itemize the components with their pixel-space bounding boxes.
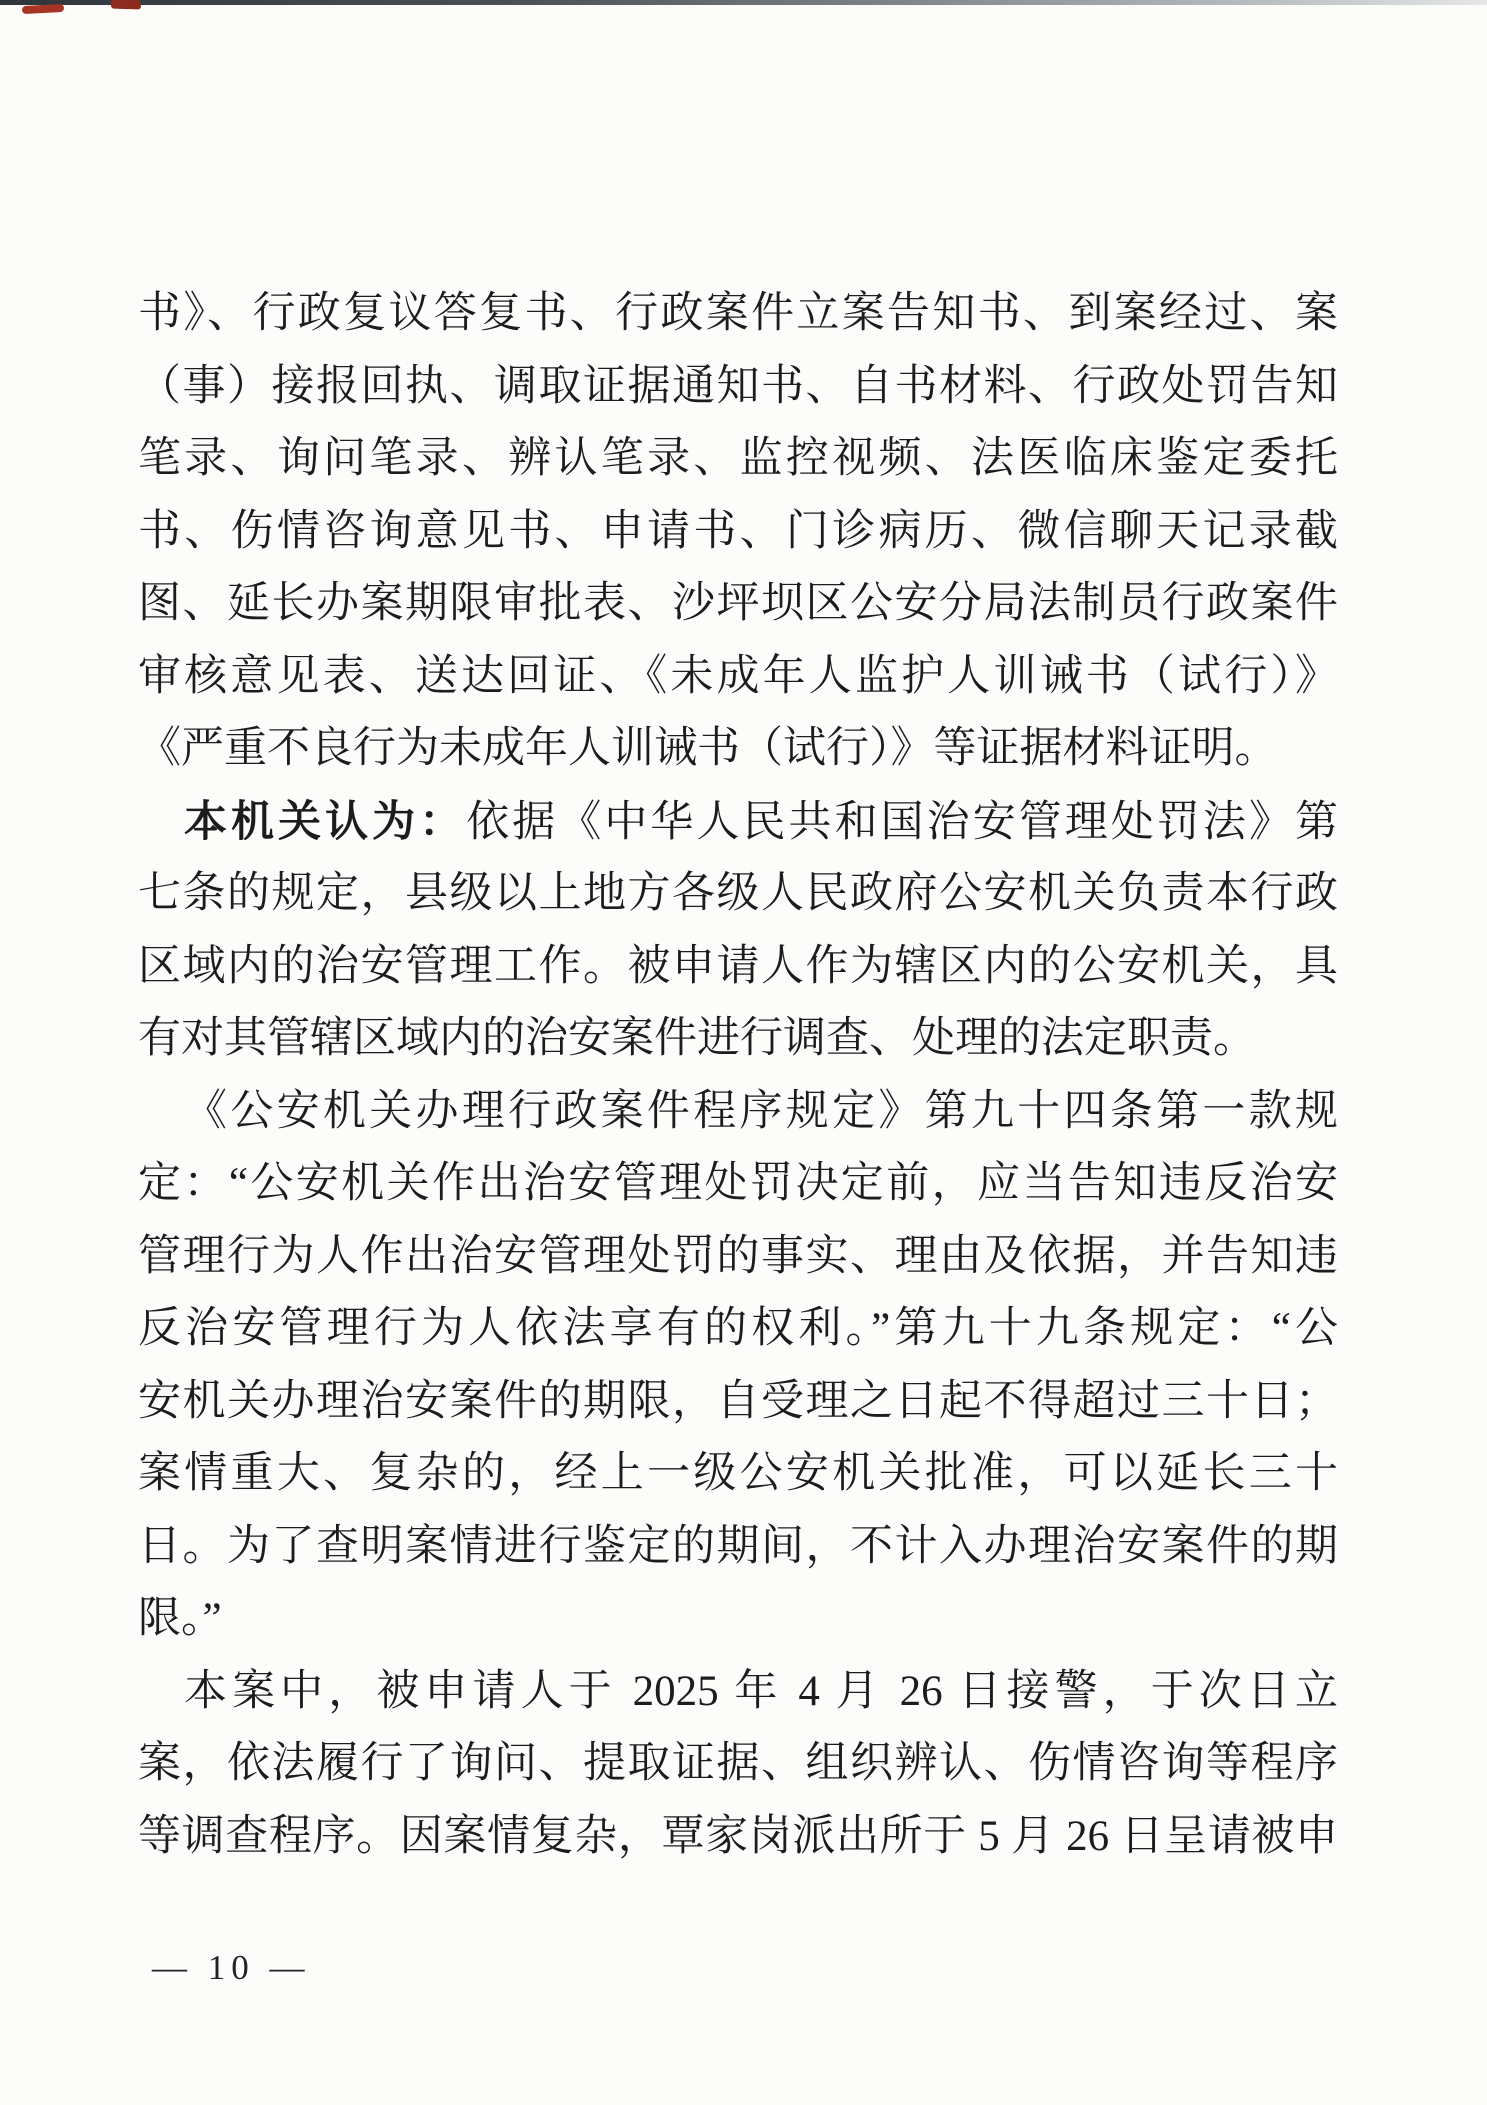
red-mark xyxy=(22,4,64,14)
emphasized-text: 本机关认为： xyxy=(184,797,467,846)
page-number: — 10 — xyxy=(152,1948,311,1987)
text-line: 书》、行政复议答复书、行政案件立案告知书、到案经过、案 xyxy=(138,290,1338,337)
text-line: 限。” xyxy=(138,1595,222,1642)
text-line: 图、延长办案期限审批表、沙坪坝区公安分局法制员行政案件 xyxy=(138,580,1338,627)
text-line: 区域内的治安管理工作。被申请人作为辖区内的公安机关，具 xyxy=(138,942,1338,990)
scan-edge-artifact xyxy=(0,0,1487,5)
text-line: 定：“公安机关作出治安管理处罚决定前，应当告知违反治安 xyxy=(138,1160,1338,1207)
text-line: 本案中，被申请人于 2025 年 4 月 26 日接警，于次日立 xyxy=(184,1667,1338,1715)
text-line: 有对其管辖区域内的治安案件进行调查、处理的法定职责。 xyxy=(138,1015,1256,1062)
text-line: 等调查程序。因案情复杂，覃家岗派出所于 5 月 26 日呈请被申 xyxy=(138,1812,1338,1860)
text-line: 书、伤情咨询意见书、申请书、门诊病历、微信聊天记录截 xyxy=(138,507,1338,555)
text-line: 七条的规定，县级以上地方各级人民政府公安机关负责本行政 xyxy=(138,870,1338,917)
document-body xyxy=(138,278,1338,1873)
text-line: 安机关办理治安案件的期限，自受理之日起不得超过三十日； xyxy=(138,1377,1338,1425)
red-mark xyxy=(111,0,141,10)
text-line: （事）接报回执、调取证据通知书、自书材料、行政处罚告知 xyxy=(138,362,1338,410)
text-line: 《公安机关办理行政案件程序规定》第九十四条第一款规 xyxy=(184,1087,1338,1135)
text-line: 反治安管理行为人依法享有的权利。”第九十九条规定：“公 xyxy=(138,1305,1338,1352)
text-line: 管理行为人作出治安管理处罚的事实、理由及依据，并告知违 xyxy=(138,1232,1338,1280)
text-line: 日。为了查明案情进行鉴定的期间，不计入办理治安案件的期 xyxy=(138,1522,1338,1570)
text-line: 本机关认为：依据《中华人民共和国治安管理处罚法》第 xyxy=(184,797,1338,846)
text-line: 笔录、询问笔录、辨认笔录、监控视频、法医临床鉴定委托 xyxy=(138,435,1338,482)
text-line: 案情重大、复杂的，经上一级公安机关批准，可以延长三十 xyxy=(138,1450,1338,1497)
text-line: 案，依法履行了询问、提取证据、组织辨认、伤情咨询等程序 xyxy=(138,1740,1338,1787)
text-line: 《严重不良行为未成年人训诫书（试行）》等证据材料证明。 xyxy=(138,725,1278,772)
text-line: 审核意见表、送达回证、《未成年人监护人训诫书（试行）》 xyxy=(138,652,1338,700)
